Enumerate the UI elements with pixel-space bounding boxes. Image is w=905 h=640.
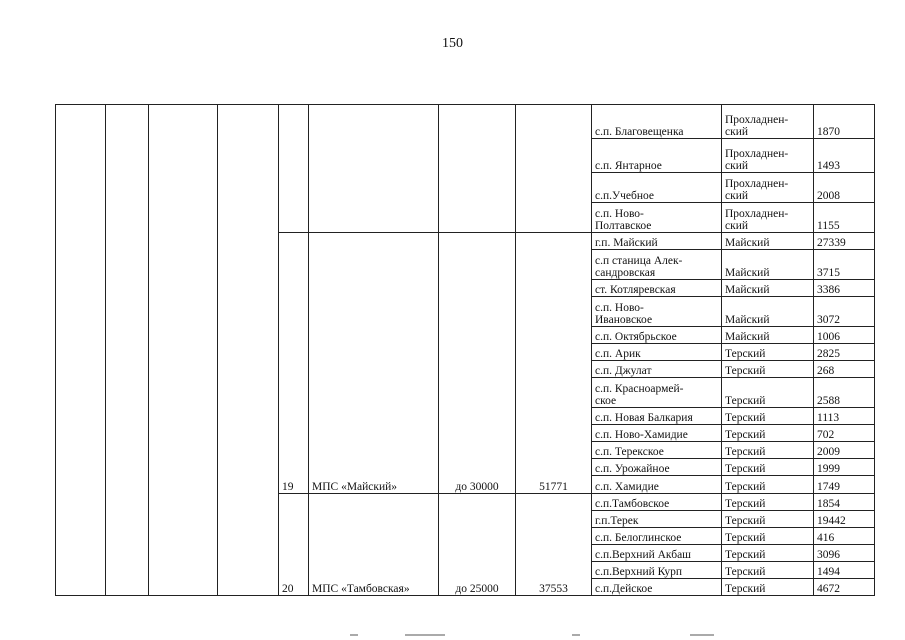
district-cell: Прохладнен- ский (722, 139, 814, 173)
settlement-cell: г.п.Терек (592, 511, 722, 528)
population-cell: 702 (814, 425, 875, 442)
settlement-cell: с.п.Учебное (592, 173, 722, 203)
district-cell: Терский (722, 476, 814, 494)
group-total-cell (516, 105, 592, 233)
district-cell: Терский (722, 562, 814, 579)
district-cell: Прохладнен- ский (722, 203, 814, 233)
scan-artifacts (0, 634, 905, 640)
page-number: 150 (442, 36, 463, 51)
population-cell: 1494 (814, 562, 875, 579)
settlements-table (55, 104, 875, 596)
group-name-cell: МПС «Майский» (309, 233, 439, 494)
population-cell: 416 (814, 528, 875, 545)
district-cell: Терский (722, 442, 814, 459)
settlement-cell: с.п. Хамидие (592, 476, 722, 494)
district-cell: Майский (722, 327, 814, 344)
district-cell: Терский (722, 378, 814, 408)
group-number-cell: 20 (279, 494, 309, 596)
group-number-cell: 19 (279, 233, 309, 494)
district-cell: Терский (722, 494, 814, 511)
population-cell: 2588 (814, 378, 875, 408)
settlement-cell: с.п. Ново- Полтавское (592, 203, 722, 233)
settlement-cell: с.п. Арик (592, 344, 722, 361)
population-cell: 1999 (814, 459, 875, 476)
population-cell: 1854 (814, 494, 875, 511)
group-name-cell (309, 105, 439, 233)
district-cell: Терский (722, 545, 814, 562)
table-row (56, 105, 875, 139)
population-cell: 3072 (814, 297, 875, 327)
settlement-cell: с.п. Белоглинское (592, 528, 722, 545)
settlement-cell: ст. Котляревская (592, 280, 722, 297)
district-cell: Терский (722, 579, 814, 596)
group-name-cell: МПС «Тамбовская» (309, 494, 439, 596)
district-cell: Прохладнен- ский (722, 173, 814, 203)
settlement-cell: с.п. Джулат (592, 361, 722, 378)
table-body (56, 105, 875, 596)
settlement-cell: с.п. Ново- Ивановское (592, 297, 722, 327)
population-cell: 1493 (814, 139, 875, 173)
district-cell: Терский (722, 511, 814, 528)
settlement-cell: с.п.Тамбовское (592, 494, 722, 511)
population-cell: 2009 (814, 442, 875, 459)
group-number-cell (279, 105, 309, 233)
population-cell: 1006 (814, 327, 875, 344)
group-capacity-cell: до 30000 (439, 233, 516, 494)
population-cell: 1749 (814, 476, 875, 494)
group-total-cell: 51771 (516, 233, 592, 494)
settlement-cell: с.п. Ново-Хамидие (592, 425, 722, 442)
population-cell: 27339 (814, 233, 875, 250)
population-cell: 1870 (814, 105, 875, 139)
district-cell: Майский (722, 280, 814, 297)
empty-col-2 (106, 105, 149, 596)
group-capacity-cell (439, 105, 516, 233)
population-cell: 3715 (814, 250, 875, 280)
settlement-cell: с.п. Красноармей- ское (592, 378, 722, 408)
settlement-cell: с.п. Терекское (592, 442, 722, 459)
settlement-cell: с.п. Благовещенка (592, 105, 722, 139)
district-cell: Терский (722, 344, 814, 361)
district-cell: Майский (722, 233, 814, 250)
settlement-cell: с.п. Янтарное (592, 139, 722, 173)
population-cell: 268 (814, 361, 875, 378)
empty-col-4 (218, 105, 279, 596)
district-cell: Майский (722, 250, 814, 280)
population-cell: 3096 (814, 545, 875, 562)
settlement-cell: с.п станица Алек- сандровская (592, 250, 722, 280)
settlement-cell: с.п.Верхний Курп (592, 562, 722, 579)
settlement-cell: с.п. Октябрьское (592, 327, 722, 344)
empty-col-1 (56, 105, 106, 596)
district-cell: Терский (722, 425, 814, 442)
district-cell: Терский (722, 459, 814, 476)
population-cell: 2825 (814, 344, 875, 361)
settlement-cell: с.п. Новая Балкария (592, 408, 722, 425)
settlement-cell: г.п. Майский (592, 233, 722, 250)
settlement-cell: с.п.Дейское (592, 579, 722, 596)
district-cell: Майский (722, 297, 814, 327)
settlement-cell: с.п. Урожайное (592, 459, 722, 476)
population-cell: 4672 (814, 579, 875, 596)
group-total-cell: 37553 (516, 494, 592, 596)
district-cell: Терский (722, 361, 814, 378)
district-cell: Прохладнен- ский (722, 105, 814, 139)
district-cell: Терский (722, 528, 814, 545)
empty-col-3 (149, 105, 218, 596)
group-capacity-cell: до 25000 (439, 494, 516, 596)
population-cell: 3386 (814, 280, 875, 297)
settlement-cell: с.п.Верхний Акбаш (592, 545, 722, 562)
population-cell: 1113 (814, 408, 875, 425)
population-cell: 19442 (814, 511, 875, 528)
district-cell: Терский (722, 408, 814, 425)
population-cell: 1155 (814, 203, 875, 233)
population-cell: 2008 (814, 173, 875, 203)
